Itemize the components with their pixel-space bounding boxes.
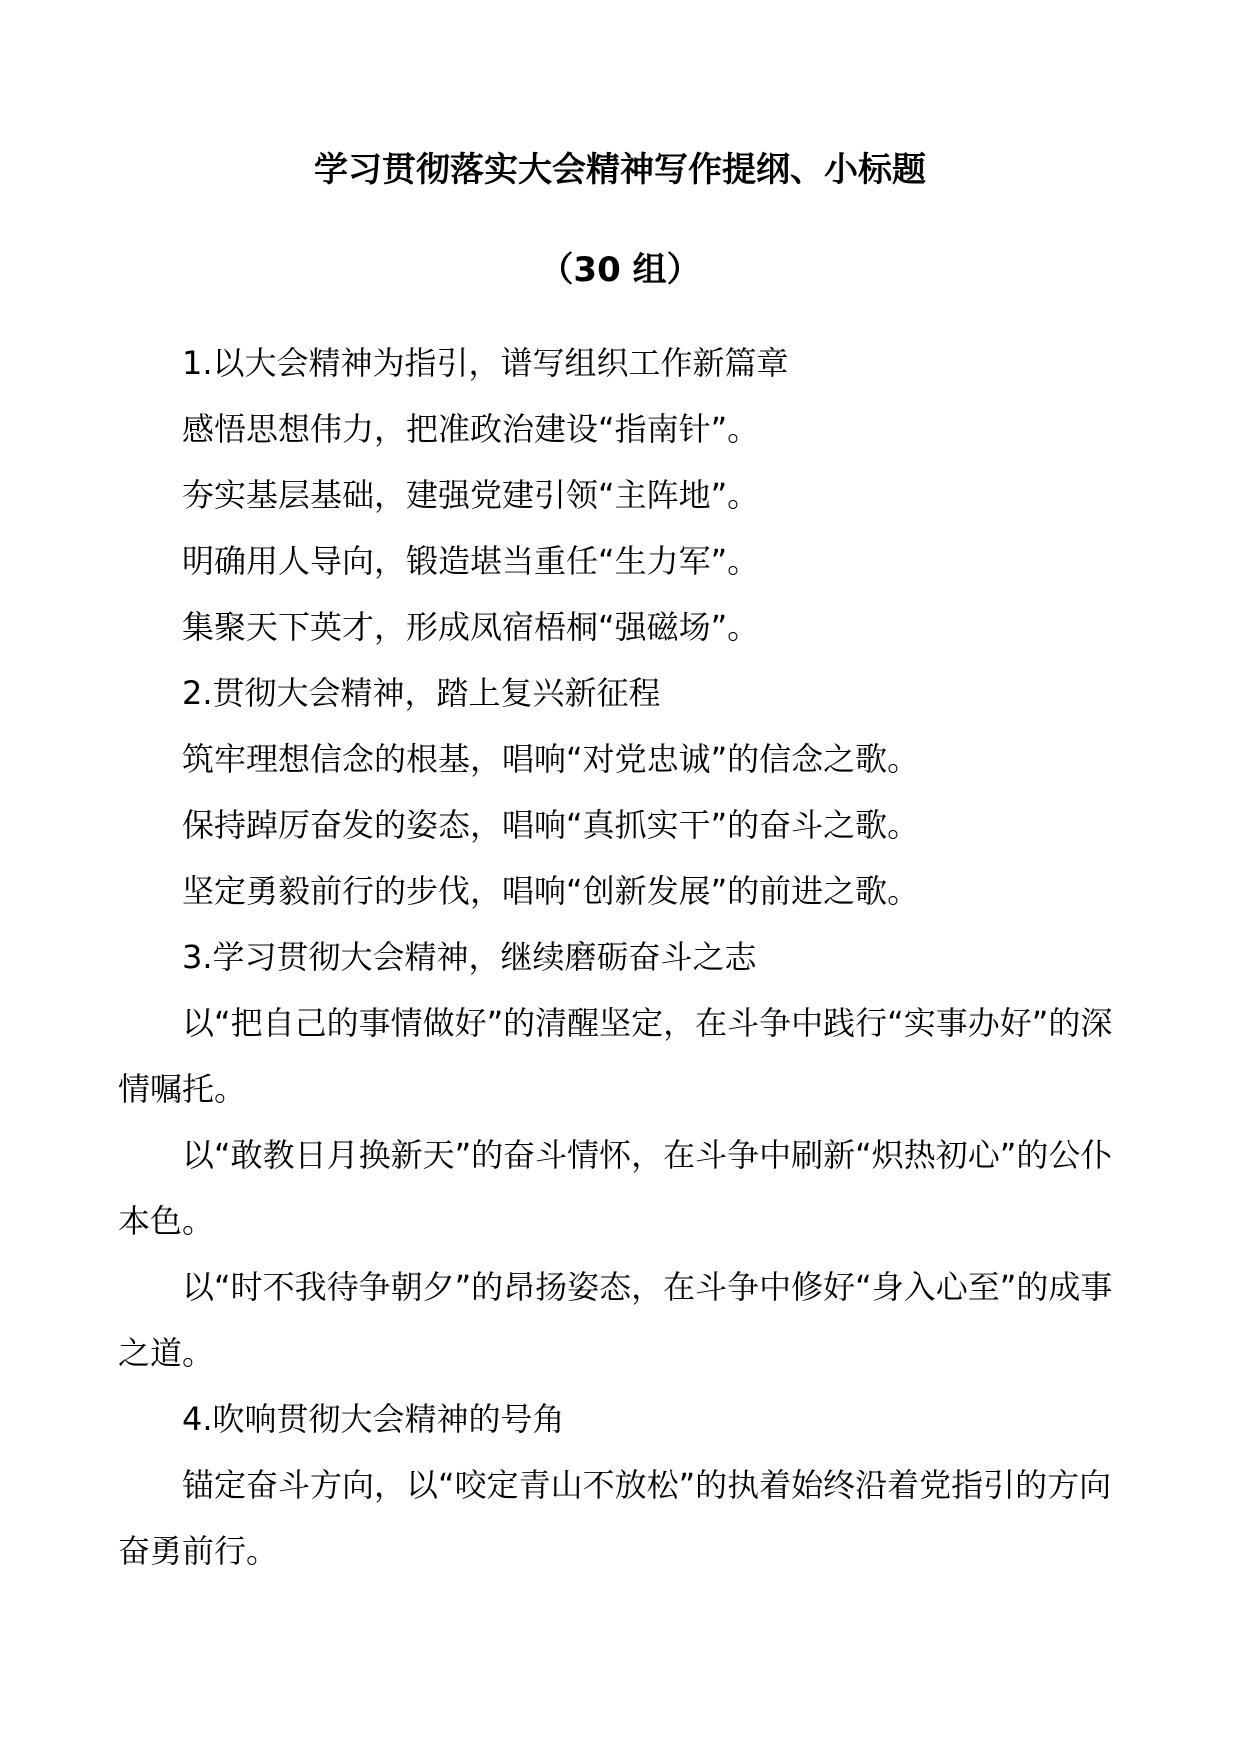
paragraph: 感悟思想伟力，把准政治建设“指南针”。 — [182, 410, 760, 448]
document-title: 学习贯彻落实大会精神写作提纲、小标题 — [314, 150, 926, 190]
paragraph: 筑牢理想信念的根基，唱响“对党忠诚”的信念之歌。 — [182, 740, 920, 778]
paragraph: 集聚天下英才，形成凤宿梧桐“强磁场”。 — [182, 608, 760, 646]
paragraph: 明确用人导向，锻造堪当重任“生力军”。 — [182, 542, 760, 580]
paragraph: 锚定奋斗方向，以“咬定青山不放松”的执着始终沿着党指引的方向奋勇前行。 — [118, 1466, 1112, 1570]
heading-4: 4.吹响贯彻大会精神的号角 — [182, 1400, 565, 1438]
heading-1: 1.以大会精神为指引，谱写组织工作新篇章 — [182, 344, 789, 382]
document-subtitle: （30 组） — [539, 250, 701, 290]
paragraph: 夯实基层基础，建强党建引领“主阵地”。 — [182, 476, 760, 514]
paragraph: 以“敢教日月换新天”的奋斗情怀，在斗争中刷新“炽热初心”的公仆本色。 — [118, 1136, 1113, 1240]
paragraph: 以“时不我待争朝夕”的昂扬姿态，在斗争中修好“身入心至”的成事之道。 — [118, 1268, 1113, 1372]
document-body — [118, 330, 1128, 1584]
paragraph: 以“把自己的事情做好”的清醒坚定，在斗争中践行“实事办好”的深情嘱托。 — [118, 1004, 1113, 1108]
paragraph: 保持踔厉奋发的姿态，唱响“真抓实干”的奋斗之歌。 — [182, 806, 920, 844]
heading-3: 3.学习贯彻大会精神，继续磨砺奋斗之志 — [182, 938, 757, 976]
heading-2: 2.贯彻大会精神，踏上复兴新征程 — [182, 674, 661, 712]
paragraph: 坚定勇毅前行的步伐，唱响“创新发展”的前进之歌。 — [182, 872, 920, 910]
